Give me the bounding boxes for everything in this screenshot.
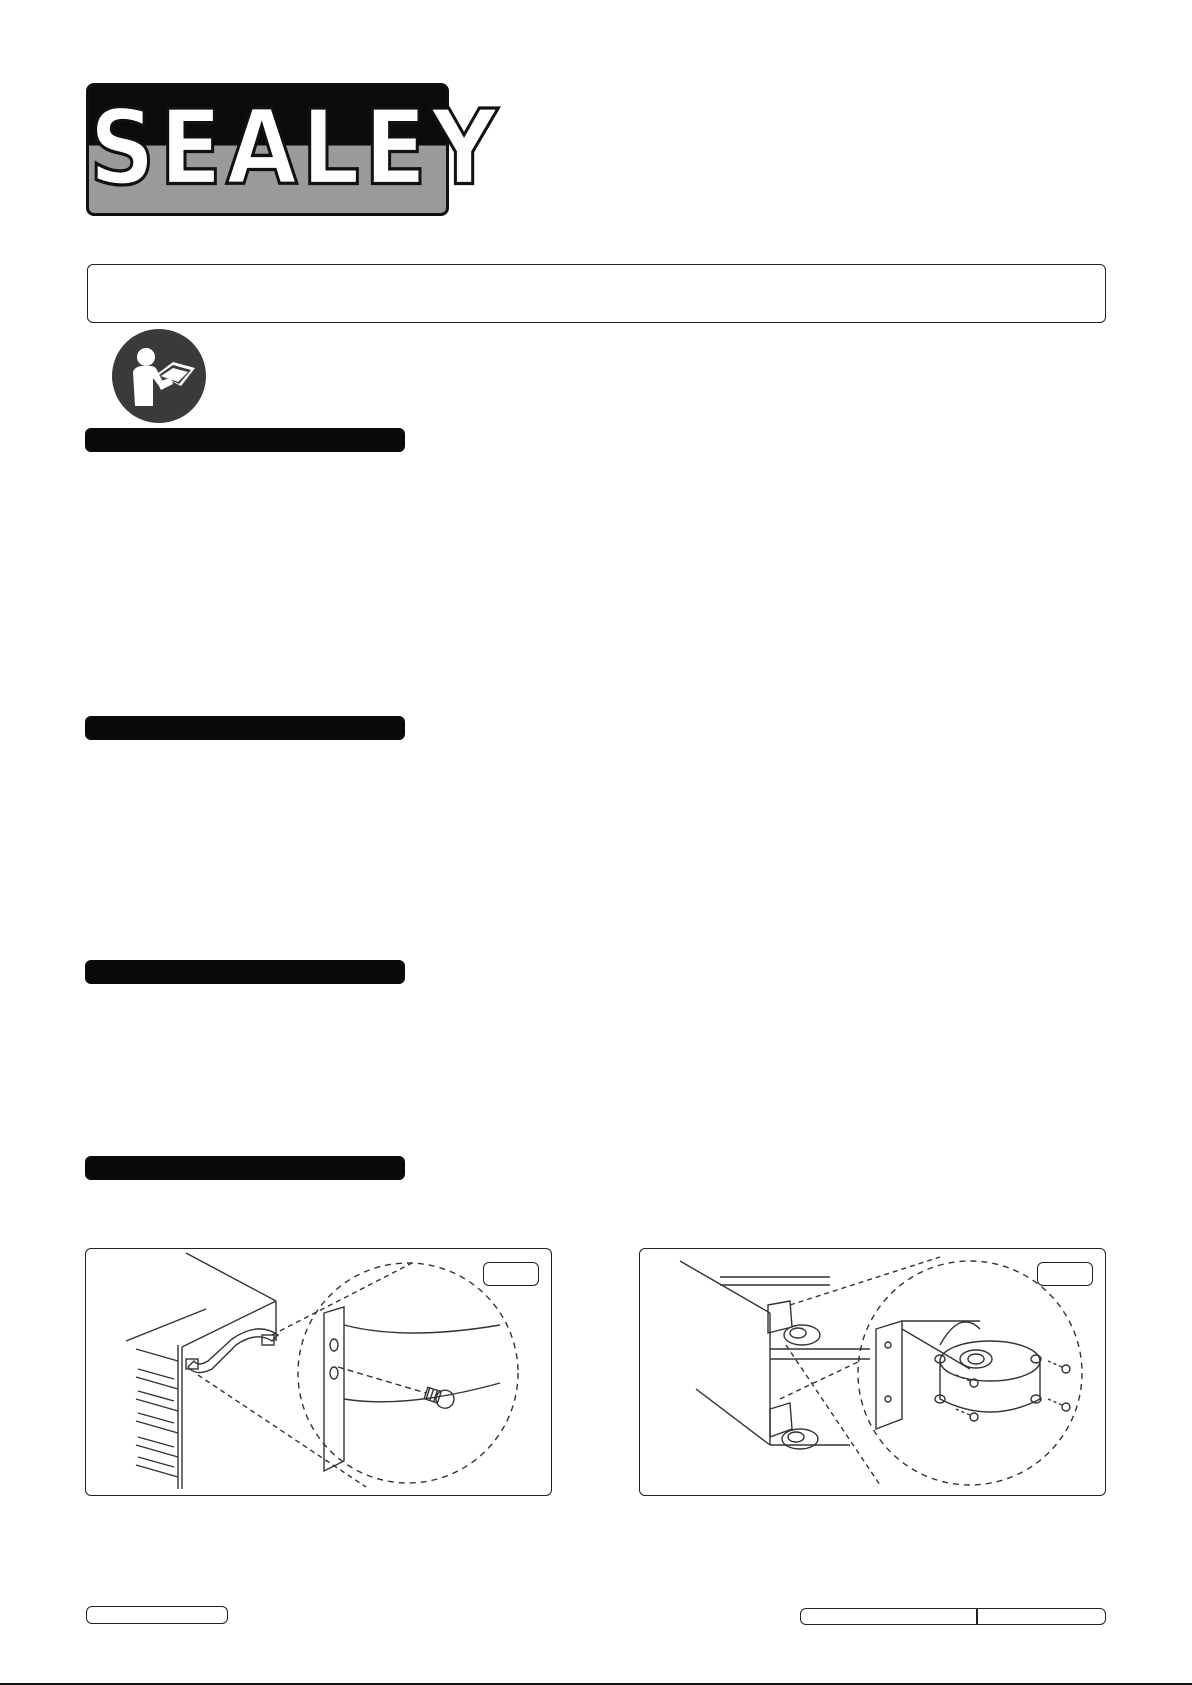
footer-model-box xyxy=(86,1606,228,1624)
footer-issue-box xyxy=(800,1608,1106,1625)
section-header-2 xyxy=(85,716,405,740)
section-header-1 xyxy=(85,428,405,452)
handle-assembly-drawing xyxy=(86,1249,553,1497)
read-manual-icon xyxy=(111,328,207,424)
section-header-4 xyxy=(85,1156,405,1180)
figure-handle-assembly xyxy=(85,1248,552,1496)
brand-logo-text: SEALEY xyxy=(89,88,502,209)
title-box xyxy=(87,264,1106,323)
figure-label-1 xyxy=(483,1262,539,1286)
section-header-3 xyxy=(85,960,405,984)
figure-label-2 xyxy=(1037,1262,1093,1286)
castor-assembly-drawing xyxy=(640,1249,1107,1497)
figure-castor-assembly xyxy=(639,1248,1106,1496)
brand-logo xyxy=(86,83,502,216)
footer-divider xyxy=(976,1609,978,1624)
